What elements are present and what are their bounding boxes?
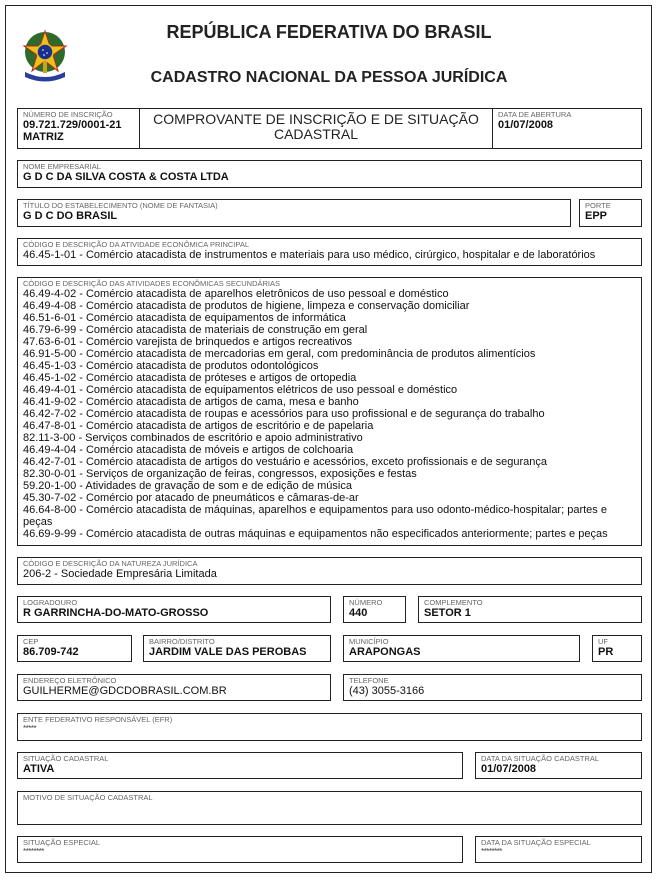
secondary-activity-item: 46.79-6-99 - Comércio atacadista de materiais de construção em geral xyxy=(23,324,368,336)
secondary-activity-item: 46.49-4-04 - Comércio atacadista de móveis e artigos de colchoaria xyxy=(23,444,354,456)
secundarias-box xyxy=(17,277,642,546)
cep-box xyxy=(17,635,132,662)
field-label: LOGRADOURO xyxy=(23,598,78,607)
fantasia-box xyxy=(17,199,571,227)
field-label: SITUAÇÃO ESPECIAL xyxy=(23,838,101,847)
field-label: TÍTULO DO ESTABELECIMENTO (NOME DE FANTASIA) xyxy=(23,201,218,210)
natureza-value: 206-2 - Sociedade Empresária Limitada xyxy=(23,568,217,580)
efr-box xyxy=(17,713,642,741)
secundarias-list xyxy=(23,288,636,540)
field-label: DATA DE ABERTURA xyxy=(498,110,572,119)
field-label: CEP xyxy=(23,637,39,646)
municipio-box xyxy=(343,635,580,662)
abertura-box xyxy=(492,108,642,149)
field-label: DATA DA SITUAÇÃO ESPECIAL xyxy=(481,838,591,847)
logradouro-box xyxy=(17,596,331,623)
secondary-activity-item: 46.45-1-02 - Comércio atacadista de próteses e artigos de ortopedia xyxy=(23,372,357,384)
secondary-activity-item: 59.20-1-00 - Atividades de gravação de som e de edição de música xyxy=(23,480,352,492)
secondary-activity-item: 46.51-6-01 - Comércio atacadista de equipamentos de informática xyxy=(23,312,346,324)
field-label: NÚMERO DE INSCRIÇÃO xyxy=(23,110,113,119)
field-label: UF xyxy=(598,637,608,646)
email-value: GUILHERME@GDCDOBRASIL.COM.BR xyxy=(23,685,227,697)
efr-value: ***** xyxy=(23,724,37,733)
field-label: CÓDIGO E DESCRIÇÃO DAS ATIVIDADES ECONÔMICAS SECUNDÁRIAS xyxy=(23,279,280,288)
secondary-activity-item: 82.30-0-01 - Serviços de organização de feiras, congressos, exposições e festas xyxy=(23,468,417,480)
field-label: COMPLEMENTO xyxy=(424,598,483,607)
field-label: ENDEREÇO ELETRÔNICO xyxy=(23,676,117,685)
field-label: PORTE xyxy=(585,201,611,210)
especial-box xyxy=(17,836,463,863)
field-label: MUNICÍPIO xyxy=(349,637,389,646)
field-label: CÓDIGO E DESCRIÇÃO DA NATUREZA JURÍDICA xyxy=(23,559,198,568)
nome-value: G D C DA SILVA COSTA & COSTA LTDA xyxy=(23,171,229,183)
inscricao-box xyxy=(17,108,140,149)
principal-value: 46.45-1-01 - Comércio atacadista de instrumentos e materiais para uso médico, cirúrgico, hospitalar e de laboratórios xyxy=(23,249,596,261)
complemento-box xyxy=(418,596,642,623)
complemento-value: SETOR 1 xyxy=(424,607,471,619)
secondary-activity-item: 46.49-4-01 - Comércio atacadista de equipamentos elétricos de uso pessoal e doméstico xyxy=(23,384,458,396)
bairro-box xyxy=(143,635,331,662)
motivo-box xyxy=(17,791,642,825)
porte-value: EPP xyxy=(585,210,608,222)
field-label: CÓDIGO E DESCRIÇÃO DA ATIVIDADE ECONÔMICA PRINCIPAL xyxy=(23,240,250,249)
secondary-activity-item: 46.45-1-03 - Comércio atacadista de produtos odontológicos xyxy=(23,360,319,372)
fantasia-value: G D C DO BRASIL xyxy=(23,210,118,222)
logradouro-value: R GARRINCHA-DO-MATO-GROSSO xyxy=(23,607,209,619)
secondary-activity-item: 46.42-7-01 - Comércio atacadista de artigos do vestuário e acessórios, exceto profissionais e de segurança xyxy=(23,456,548,468)
principal-box xyxy=(17,238,642,266)
cep-value: 86.709-742 xyxy=(23,646,79,658)
field-label: BAIRRO/DISTRITO xyxy=(149,637,215,646)
situacao-value: ATIVA xyxy=(23,763,55,775)
inscricao-type: MATRIZ xyxy=(23,131,64,143)
municipio-value: ARAPONGAS xyxy=(349,646,421,658)
numero-value: 440 xyxy=(349,607,368,619)
secondary-activity-item: 46.47-8-01 - Comércio atacadista de artigos de escritório e de papelaria xyxy=(23,420,374,432)
secondary-activity-item: 46.49-4-02 - Comércio atacadista de aparelhos eletrônicos de uso pessoal e doméstico xyxy=(23,288,449,300)
secondary-activity-item: 82.11-3-00 - Serviços combinados de escritório e apoio administrativo xyxy=(23,432,363,444)
natureza-box xyxy=(17,557,642,585)
telefone-value: (43) 3055-3166 xyxy=(349,685,425,697)
secondary-activity-item: 46.64-8-00 - Comércio atacadista de máquinas, aparelhos e equipamentos para uso odonto-médico-hospitalar; partes e peças xyxy=(23,504,607,528)
secondary-activity-item: 46.42-7-02 - Comércio atacadista de roupas e acessórios para uso profissional e de segurança do trabalho xyxy=(23,408,545,420)
secondary-activity-item: 47.63-6-01 - Comércio varejista de brinquedos e artigos recreativos xyxy=(23,336,352,348)
numero-box xyxy=(343,596,406,623)
data-situacao-box xyxy=(475,752,642,779)
nome-box xyxy=(17,160,642,188)
telefone-box xyxy=(343,674,642,701)
field-label: MOTIVO DE SITUAÇÃO CADASTRAL xyxy=(23,793,153,802)
data-especial-value: ******** xyxy=(481,847,502,856)
header-title: REPÚBLICA FEDERATIVA DO BRASIL xyxy=(166,22,492,42)
situacao-box xyxy=(17,752,463,779)
field-label: NÚMERO xyxy=(349,598,383,607)
abertura-value: 01/07/2008 xyxy=(498,119,554,131)
bairro-value: JARDIM VALE DAS PEROBAS xyxy=(149,646,307,658)
secondary-activity-item: 46.41-9-02 - Comércio atacadista de artigos de cama, mesa e banho xyxy=(23,396,359,408)
secondary-activity-item: 46.69-9-99 - Comércio atacadista de outras máquinas e equipamentos não especificados anteriormente; partes e peças xyxy=(23,528,608,540)
secondary-activity-item: 46.49-4-08 - Comércio atacadista de produtos de higiene, limpeza e conservação domiciliar xyxy=(23,300,470,312)
especial-value: ******** xyxy=(23,847,44,856)
field-label: ENTE FEDERATIVO RESPONSÁVEL (EFR) xyxy=(23,715,173,724)
document-title: COMPROVANTE DE INSCRIÇÃO E DE SITUAÇÃO CADASTRAL xyxy=(139,108,493,149)
field-label: NOME EMPRESARIAL xyxy=(23,162,101,171)
data-especial-box xyxy=(475,836,642,863)
secondary-activity-item: 46.91-5-00 - Comércio atacadista de mercadorias em geral, com predominância de produtos alimentícios xyxy=(23,348,536,360)
field-label: SITUAÇÃO CADASTRAL xyxy=(23,754,109,763)
data-situacao-value: 01/07/2008 xyxy=(481,763,537,775)
email-box xyxy=(17,674,331,701)
uf-value: PR xyxy=(598,646,614,658)
secondary-activity-item: 45.30-7-02 - Comércio por atacado de pneumáticos e câmaras-de-ar xyxy=(23,492,359,504)
porte-box xyxy=(579,199,642,227)
field-label: DATA DA SITUAÇÃO CADASTRAL xyxy=(481,754,600,763)
field-label: TELEFONE xyxy=(349,676,389,685)
header-subtitle: CADASTRO NACIONAL DA PESSOA JURÍDICA xyxy=(150,69,508,86)
inscricao-number: 09.721.729/0001-21 xyxy=(23,119,122,131)
uf-box xyxy=(592,635,642,662)
